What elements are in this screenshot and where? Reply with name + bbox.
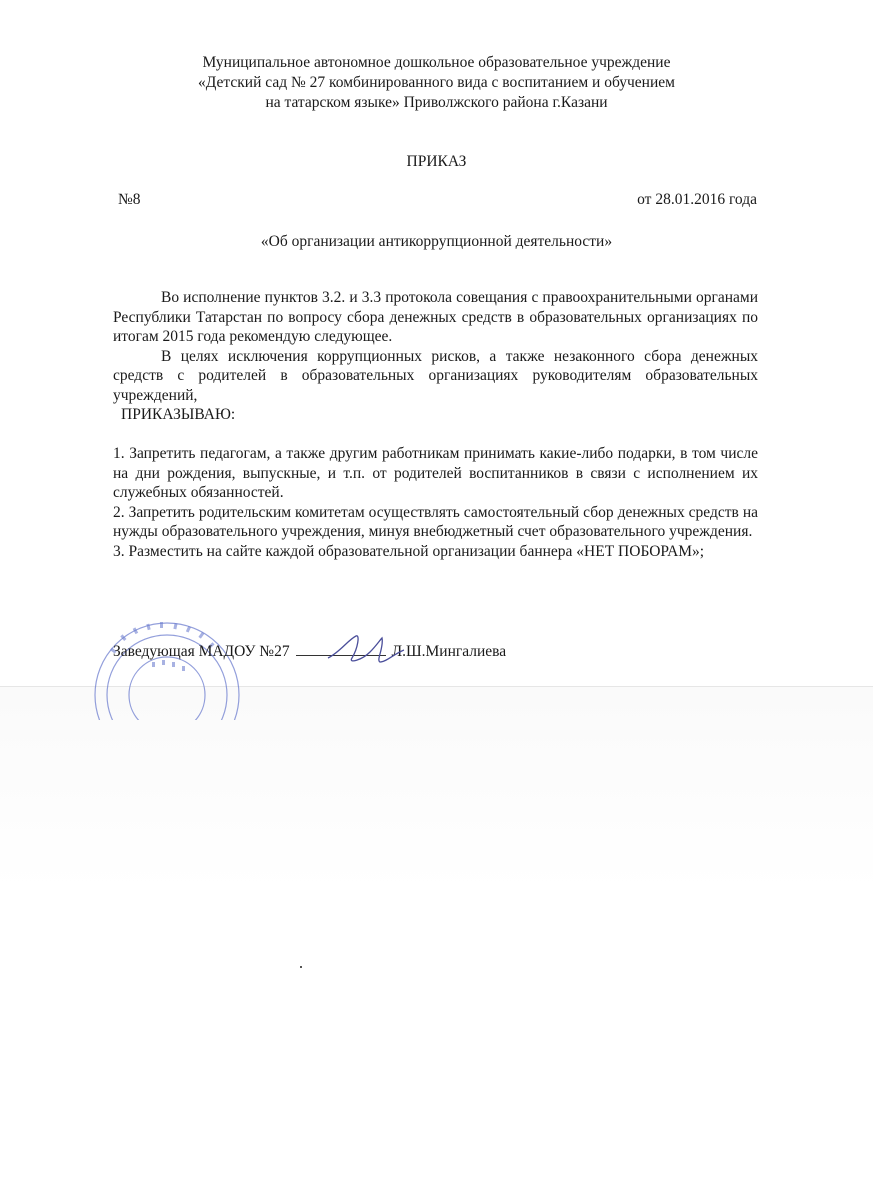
order-subject: «Об организации антикоррупционной деятельности» bbox=[260, 233, 613, 250]
paragraph-purpose: В целях исключения коррупционных рисков, а также незаконного сбора денежных средств с родителей в образовательных организациях руководителям образовательных учреждений, bbox=[113, 347, 758, 404]
signatory-name: Л.Ш.Мингалиева bbox=[391, 643, 507, 660]
order-body bbox=[113, 288, 758, 561]
scan-shadow bbox=[0, 687, 873, 1200]
paragraph-basis: Во исполнение пунктов 3.2. и 3.3 протокола совещания с правоохранительными органами Республики Татарстан по вопросу сбора денежных средств в образовательных организациях по итогам 2015 года рекомендую следующее. bbox=[113, 289, 758, 345]
order-number: №8 bbox=[118, 191, 141, 208]
signature-block bbox=[113, 643, 506, 661]
order-item-1: 1. Запретить педагогам, а также другим работникам принимать какие-либо подарки, в том числе на дни рождения, выпускные, и т.п. от родителей воспитанников в связи с исполнением их служебных обязанностей. bbox=[113, 445, 758, 501]
order-item-3: 3. Разместить на сайте каждой образовательной организации баннера «НЕТ ПОБОРАМ»; bbox=[113, 542, 705, 560]
signatory-position: Заведующая МАДОУ №27 bbox=[113, 643, 290, 660]
header-line-1: Муниципальное автономное дошкольное образовательное учреждение bbox=[202, 54, 671, 71]
header-line-2: «Детский сад № 27 комбинированного вида с воспитанием и обучением bbox=[198, 74, 675, 91]
order-date: от 28.01.2016 года bbox=[637, 191, 757, 208]
scan-speck bbox=[300, 966, 302, 968]
header-line-3: на татарском языке» Приволжского района г.Казани bbox=[265, 94, 608, 111]
command-word: ПРИКАЗЫВАЮ: bbox=[121, 406, 236, 423]
handwritten-signature bbox=[318, 628, 418, 668]
document-title: ПРИКАЗ bbox=[406, 153, 467, 170]
order-item-2: 2. Запретить родительским комитетам осуществлять самостоятельный сбор денежных средств на нужды образовательного учреждения, минуя внебюджетный счет образовательного учреждения. bbox=[113, 503, 758, 540]
organization-header bbox=[110, 53, 763, 113]
